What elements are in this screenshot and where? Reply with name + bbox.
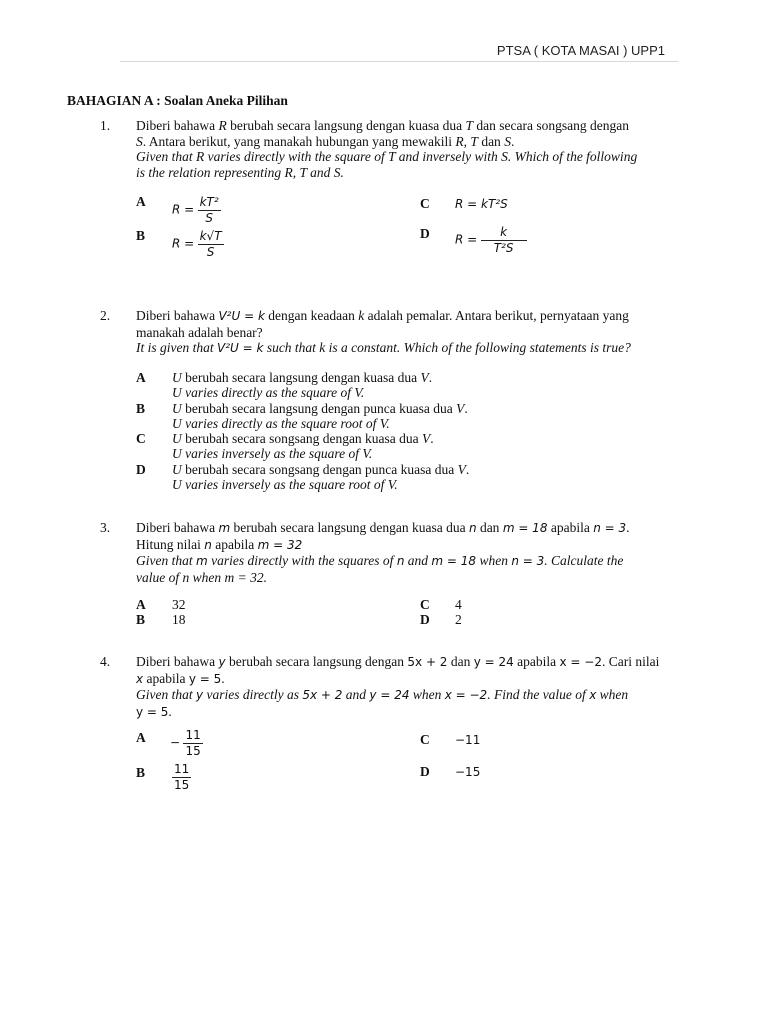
option-d: D U berubah secara songsang dengan punca kuasa dua V. U varies inversely as the square root of V. [136,461,470,492]
en-line-1: It is given that V²U = k such that k is a constant. Which of the following statements is true? [136,340,631,355]
option-d-expression: R = $\frac{k}{\text{T²S}}$ [455,225,527,256]
question-number: 1. [100,118,111,133]
question-text [136,520,676,585]
option-a-expression: R = $\frac{\text{kT²}}{S}$ [172,195,219,225]
en-line-1: Given that R varies directly with the square of T and inversely with S. Which of the following [136,149,638,164]
option-label-d: D [420,226,430,241]
en-line-2: value of n when m = 32. [136,569,267,585]
ms-line-1: Diberi bahawa R berubah secara langsung dengan kuasa dua T dan secara songsang dengan [136,118,629,133]
en-line-1: Given that y varies directly as 5x + 2 and y = 24 when x = −2. Find the value of x when [136,687,629,702]
question-text [136,118,676,180]
option-label-a: A [136,194,146,209]
option-c-expression: R = kT²S [455,197,508,211]
option-label-a: A [136,597,146,612]
ms-line-2: manakah adalah benar? [136,324,263,340]
option-b-expression: R = $\frac{k√T}{S}$ [172,229,222,259]
question-text [136,308,676,357]
option-a-value: 32 [172,597,186,612]
option-c-value: 4 [455,597,462,612]
option-c-value: −11 [455,733,481,747]
question-number: 3. [100,520,111,535]
option-a: A U berubah secara langsung dengan kuasa dua V. U varies directly as the square of V. [136,370,433,400]
option-d-value: 2 [455,612,462,627]
option-label-b: B [136,612,146,627]
option-label-c: C [420,196,430,211]
option-label-b: B [136,228,146,243]
ms-line-1: Diberi bahawa m berubah secara langsung dengan kuasa dua n dan m = 18 apabila n = 3. [136,520,630,535]
option-a-expression: − $\frac{11}{15}$ [170,728,201,758]
question-number: 2. [100,308,111,323]
option-label-d: D [420,764,430,779]
en-line-2: is the relation representing R, T and S. [136,164,344,180]
ms-line-2: S. Antara berikut, yang manakah hubungan yang mewakili R, T dan S. [136,133,515,149]
option-label-c: C [420,597,430,612]
ms-line-1: Diberi bahawa V²U = k dengan keadaan k adalah pemalar. Antara berikut, pernyataan yang [136,308,629,323]
ms-line-1: Diberi bahawa y berubah secara langsung dengan 5x + 2 dan y = 24 apabila x = −2. Cari nilai [136,654,660,669]
option-d-value: −15 [455,765,481,779]
page-header: PTSA ( KOTA MASAI ) UPP1 [496,43,665,58]
option-b-expression: $\frac{11}{15}$ [174,762,190,792]
option-label-c: C [420,732,430,747]
option-label-d: D [420,612,430,627]
ms-line-2: x apabila y = 5. [136,670,225,686]
option-label-a: A [136,730,146,745]
option-label-b: B [136,765,146,780]
section-title: BAHAGIAN A : Soalan Aneka Pilihan [67,93,288,108]
header-rule [120,61,678,62]
en-line-2: y = 5. [136,703,172,719]
question-number: 4. [100,654,111,669]
option-b: B U berubah secara langsung dengan punca kuasa dua V. U varies directly as the square root of V. [136,400,468,431]
question-2-options [136,370,636,492]
option-b-value: 18 [172,612,186,627]
en-line-1: Given that m varies directly with the squares of n and m = 18 when n = 3. Calculate the [136,553,624,568]
ms-line-2: Hitung nilai n apabila m = 32 [136,536,303,552]
option-c: C U berubah secara songsang dengan kuasa dua V. U varies inversely as the square of V. [136,431,434,461]
question-text [136,654,696,720]
